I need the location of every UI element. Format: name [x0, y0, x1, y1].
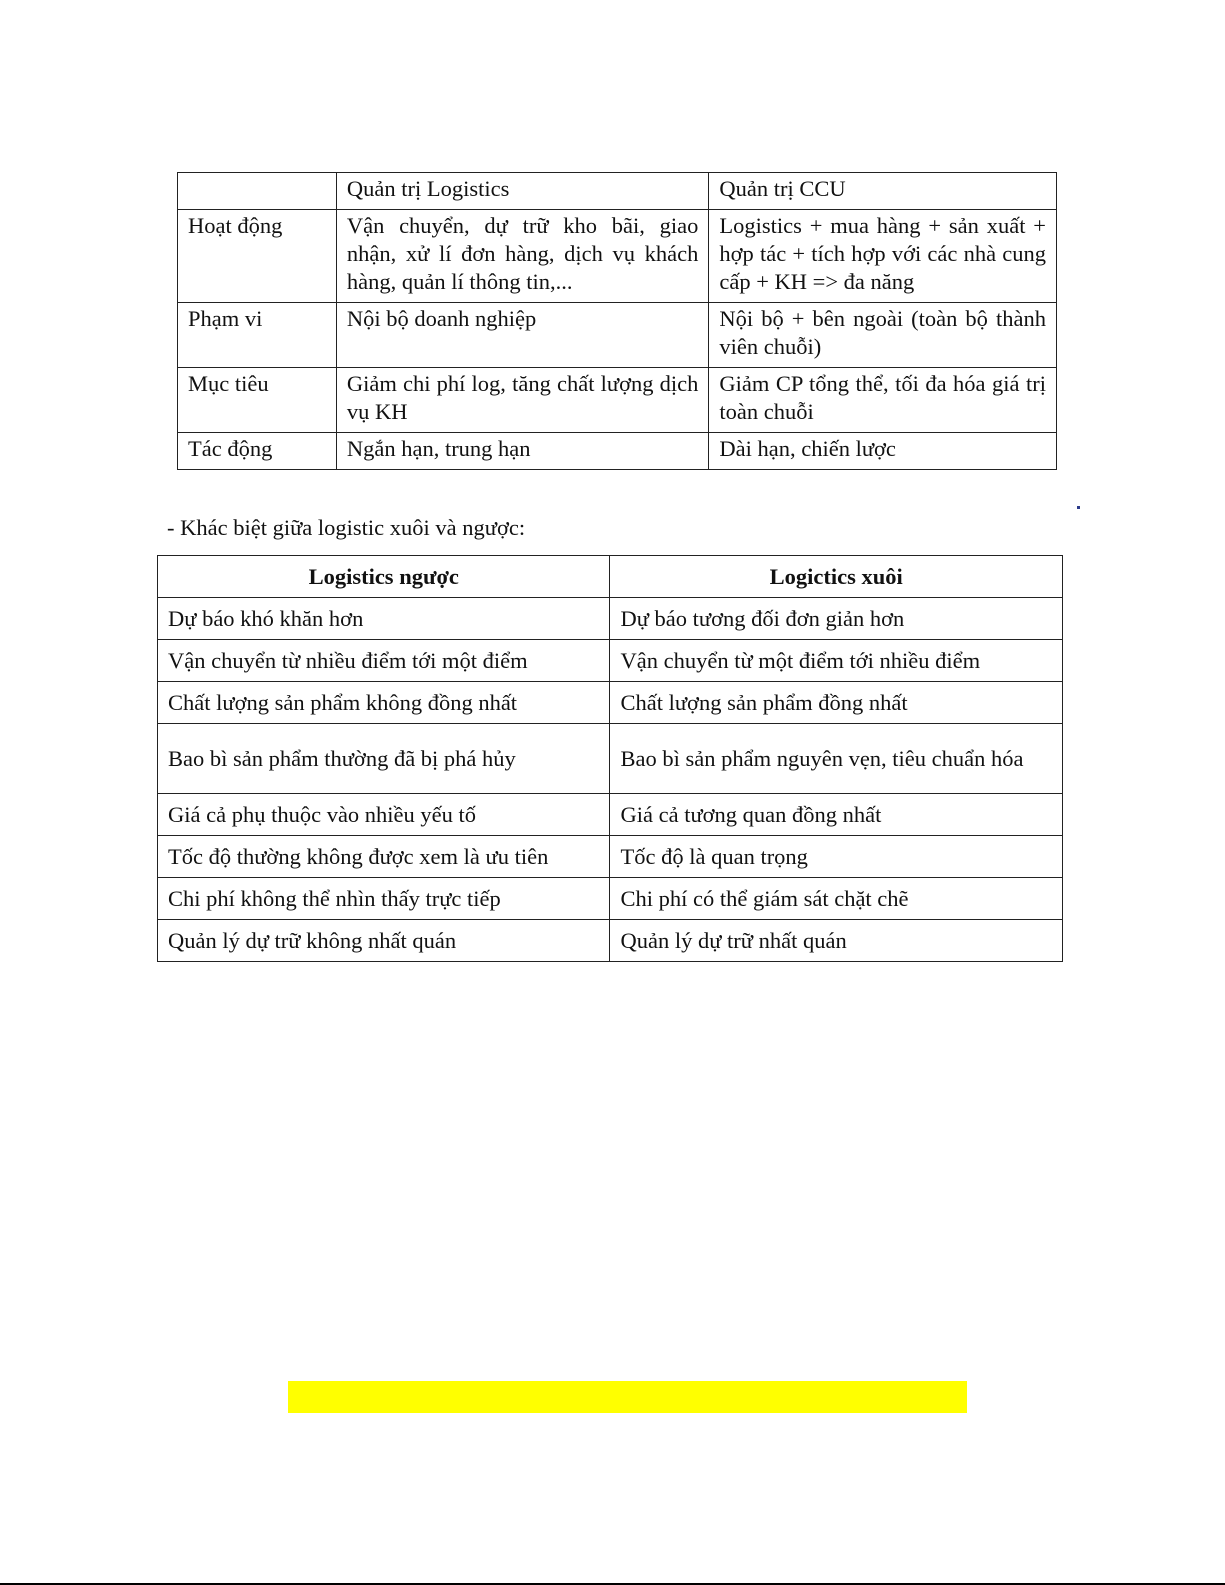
logistics-vs-scm-table [177, 172, 1057, 470]
forward-cell: Tốc độ là quan trọng [610, 836, 1063, 878]
table-row [178, 368, 1057, 433]
table-row [178, 303, 1057, 368]
logistics-cell: Nội bộ doanh nghiệp [336, 303, 709, 368]
table-row [158, 794, 1063, 836]
header-cell-logistics: Quản trị Logistics [336, 173, 709, 210]
reverse-cell: Chất lượng sản phẩm không đồng nhất [158, 682, 610, 724]
logistics-cell: Ngắn hạn, trung hạn [336, 433, 709, 470]
table-row [158, 724, 1063, 794]
table-row [158, 598, 1063, 640]
forward-cell: Giá cả tương quan đồng nhất [610, 794, 1063, 836]
row-label: Phạm vi [178, 303, 337, 368]
forward-cell: Dự báo tương đối đơn giản hơn [610, 598, 1063, 640]
reverse-cell: Bao bì sản phẩm thường đã bị phá hủy [158, 724, 610, 794]
header-cell-empty [178, 173, 337, 210]
reverse-cell: Dự báo khó khăn hơn [158, 598, 610, 640]
table-header-row [158, 556, 1063, 598]
ccu-cell: Logistics + mua hàng + sản xuất + hợp tác + tích hợp với các nhà cung cấp + KH => đa năng [709, 210, 1057, 303]
row-label: Mục tiêu [178, 368, 337, 433]
reverse-cell: Vận chuyển từ nhiều điểm tới một điểm [158, 640, 610, 682]
table-row [158, 682, 1063, 724]
header-cell-forward: Logictics xuôi [610, 556, 1063, 598]
row-label: Hoạt động [178, 210, 337, 303]
table-header-row [178, 173, 1057, 210]
logistics-cell: Giảm chi phí log, tăng chất lượng dịch vụ KH [336, 368, 709, 433]
reverse-vs-forward-table [157, 555, 1063, 962]
header-cell-ccu: Quản trị CCU [709, 173, 1057, 210]
ccu-cell: Nội bộ + bên ngoài (toàn bộ thành viên chuỗi) [709, 303, 1057, 368]
table-row [158, 836, 1063, 878]
ccu-cell: Dài hạn, chiến lược [709, 433, 1057, 470]
forward-cell: Chi phí có thể giám sát chặt chẽ [610, 878, 1063, 920]
reverse-cell: Tốc độ thường không được xem là ưu tiên [158, 836, 610, 878]
table-row [158, 920, 1063, 962]
forward-cell: Vận chuyển từ một điểm tới nhiều điểm [610, 640, 1063, 682]
header-cell-reverse: Logistics ngược [158, 556, 610, 598]
logistics-cell: Vận chuyển, dự trữ kho bãi, giao nhận, xử lí đơn hàng, dịch vụ khách hàng, quản lí thông tin,... [336, 210, 709, 303]
table-row [178, 210, 1057, 303]
table-row [178, 433, 1057, 470]
forward-cell: Bao bì sản phẩm nguyên vẹn, tiêu chuẩn hóa [610, 724, 1063, 794]
row-label: Tác động [178, 433, 337, 470]
table-row [158, 878, 1063, 920]
ccu-cell: Giảm CP tổng thể, tối đa hóa giá trị toàn chuỗi [709, 368, 1057, 433]
section-heading: - Khác biệt giữa logistic xuôi và ngược: [167, 515, 526, 540]
reverse-cell: Quản lý dự trữ không nhất quán [158, 920, 610, 962]
reverse-cell: Giá cả phụ thuộc vào nhiều yếu tố [158, 794, 610, 836]
reverse-cell: Chi phí không thể nhìn thấy trực tiếp [158, 878, 610, 920]
forward-cell: Quản lý dự trữ nhất quán [610, 920, 1063, 962]
highlight-bar [288, 1381, 967, 1413]
table-row [158, 640, 1063, 682]
stray-dot-mark [1077, 506, 1080, 509]
forward-cell: Chất lượng sản phẩm đồng nhất [610, 682, 1063, 724]
